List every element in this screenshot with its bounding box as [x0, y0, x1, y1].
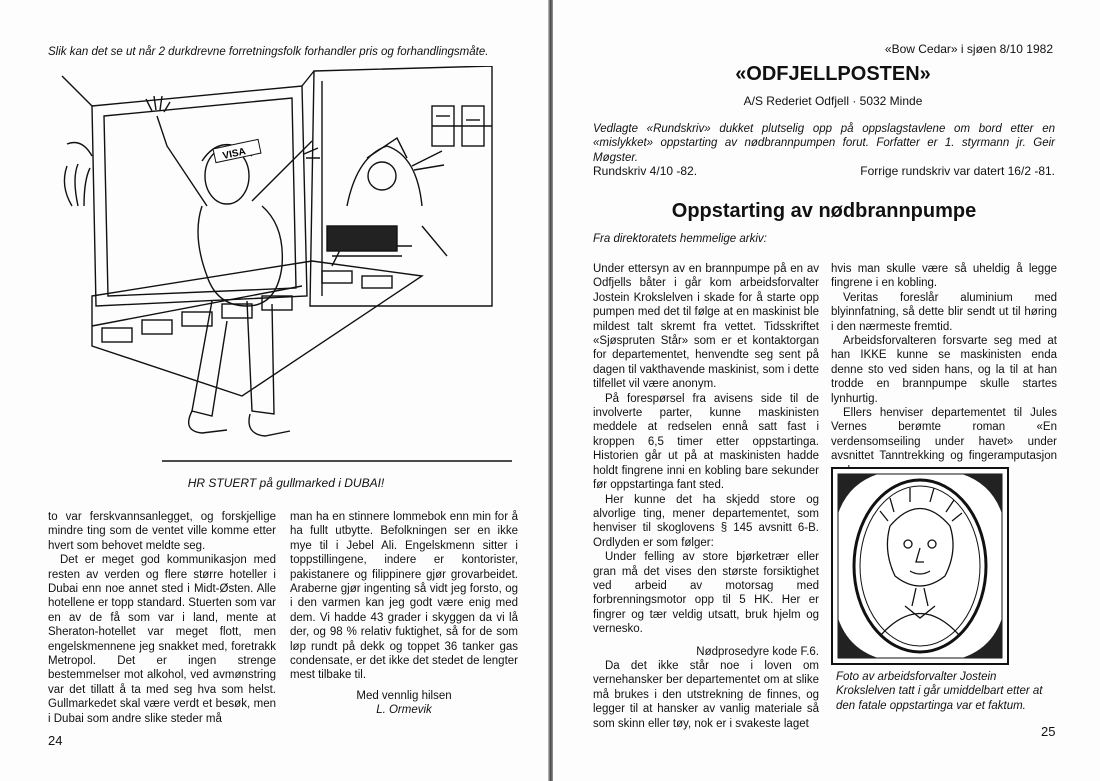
right-page	[553, 0, 1100, 781]
masthead: «ODFJELLPOSTEN»	[735, 63, 931, 85]
paragraph: hvis man skulle være så uheldig å legge fingrene i en kobling.	[831, 263, 1057, 290]
headline: Oppstarting av nødbrannpumpe	[671, 200, 977, 222]
right-column-2	[831, 262, 1057, 478]
subhead: Fra direktoratets hemmelige arkiv:	[593, 233, 767, 245]
paragraph: Veritas foreslår aluminium med blyinnfatning, så dette blir sendt ut til høring i den nærmeste fremtid.	[831, 291, 1057, 333]
portrait-illustration	[830, 466, 1010, 666]
paragraph: Her kunne det ha skjedd store og alvorlige ting, mener departementet, som henviser til skoglovens § 145 avsnitt 6-B. Ordlyden er som følger:	[593, 493, 819, 549]
paragraph: Under ettersyn av en brannpumpe på en av Odfjells båter i går kom arbeidsforvalter Jostein Krokslelven i skade for å starte opp pumpen med det til følge at en maskinist ble mildest talt skremt fra vettet. Tidsskriftet «Sjøspruten Står» som er et kontaktorgan for departementet, henvendte seg sent på dagen til vakthavende maskinist, som i dette tilfellet vil være anonym.	[593, 263, 819, 391]
previous-rundskriv: Forrige rundskriv var datert 16/2 -81.	[860, 164, 1055, 178]
paragraph: Ellers henviser departementet til Jules Vernes berømte roman «En verdensomseiling under havet» under avsnittet Tanntrekking og fingeramputasjon	[831, 407, 1057, 463]
signature: L. Ormevik	[376, 704, 432, 717]
photo-caption: Foto av arbeidsforvalter Jostein Krokslelven tatt i går umiddelbart etter at den fatale oppstartinga var et faktum.	[836, 671, 1043, 712]
top-caption: Slik kan det se ut når 2 durkdrevne forretningsfolk forhandler pris og forhandlingsmåte.	[48, 46, 489, 58]
right-column-1	[593, 262, 819, 731]
paragraph: to var ferskvannsanlegget, og forskjellige mindre ting som de ventet ville komme etter hvert som behovet meldte seg.	[48, 511, 276, 552]
cartoon-illustration	[52, 66, 520, 470]
company-line: A/S Rederiet Odfjell · 5032 Minde	[743, 94, 923, 108]
paragraph: Under felling av store bjørketrær eller gran må det vises den største forsiktighet ved arbeid av motorsag med forbrenningsmotor opp til 5 HK. Her er fingrer og tær veldig utsatt, bruk hjelm og vernesko.	[593, 551, 819, 636]
left-page	[0, 0, 548, 781]
intro-text: Vedlagte «Rundskriv» dukket plutselig opp på oppslagstavlene om bord etter en «mislykket» oppstarting av nødbrannpumpen forut. Forfatter er 1. styrmann jr. Geir Møgster.	[593, 123, 1055, 164]
left-column-2	[290, 510, 518, 718]
paragraph: Da det ikke står noe i loven om vernehansker ber departementet om at slike må brukes i den utstrekning de finnes, og legger til at hansker av vanlig materiale så som skinn eller tøy, nok er i svakeste laget	[593, 659, 819, 730]
visa-sign-text: VISA	[221, 146, 247, 162]
page-number: 24	[48, 733, 63, 748]
illustration-caption: HR STUERT på gullmarked i DUBAI!	[187, 476, 385, 490]
procedure-code: Nødprosedyre kode F.6.	[696, 645, 819, 658]
signoff: Med vennlig hilsen	[356, 689, 452, 702]
dateline: «Bow Cedar» i sjøen 8/10 1982	[884, 42, 1053, 56]
rundskriv-number: Rundskriv 4/10 -82.	[593, 164, 698, 178]
left-column-1	[48, 510, 276, 726]
page-number: 25	[1041, 724, 1056, 739]
paragraph: Arbeidsforvalteren forsvarte seg med at han IKKE kunne se maskinisten enda denne sto ved siden hans, og la til at han trodde en brannpumpe skulle startes lynhurtig.	[831, 335, 1057, 405]
paragraph: På forespørsel fra avisens side til de involverte parter, kunne maskinisten meddele at redselen ennå satt fast i kroppen 6,5 timer etter oppstartinga. Historien går ut på at maskinisten hadde holdt fingrene inni en kobling bare sekunder før oppstartinga fant sted.	[593, 392, 819, 492]
paragraph: man ha en stinnere lommebok enn min for å ha fullt utbytte. Befolkningen ser en ikke mye til i Jebel Ali. Engelskmenn sitter i toppstillingene, indere er kontorister, pakistanere og filippinere gjør grovarbeidet. Araberne gjør ingenting så vidt jeg forsto, og i den varmen kan jeg godt være enig med dem. Vi hadde 43 grader i skyggen da vi lå der, og 98 % relativ fuktighet, så for de som løp rundt på dekk og toppet 36 tanker gas condensate, er det ikke det stedet de lengter mest tilbake til.	[290, 511, 518, 682]
paragraph: Det er meget god kommunikasjon med resten av verden og flere større hoteller i Dubai enn noe annet sted i Midt-Østen. Alle hotellene er topp standard. Stuerten som var en av de få som var i land, mente at Sheraton-hotellet var meget flott, men engelskmennene jeg snakket med, foretrakk Metropol. Det er ingen strenge bestemmelser mot alkohol, ved avmønstring var det tillatt å ta med seg hva som helst. Gullmarkedet skal være verdt et besøk, men i Dubai som andre slike steder må	[48, 554, 276, 725]
